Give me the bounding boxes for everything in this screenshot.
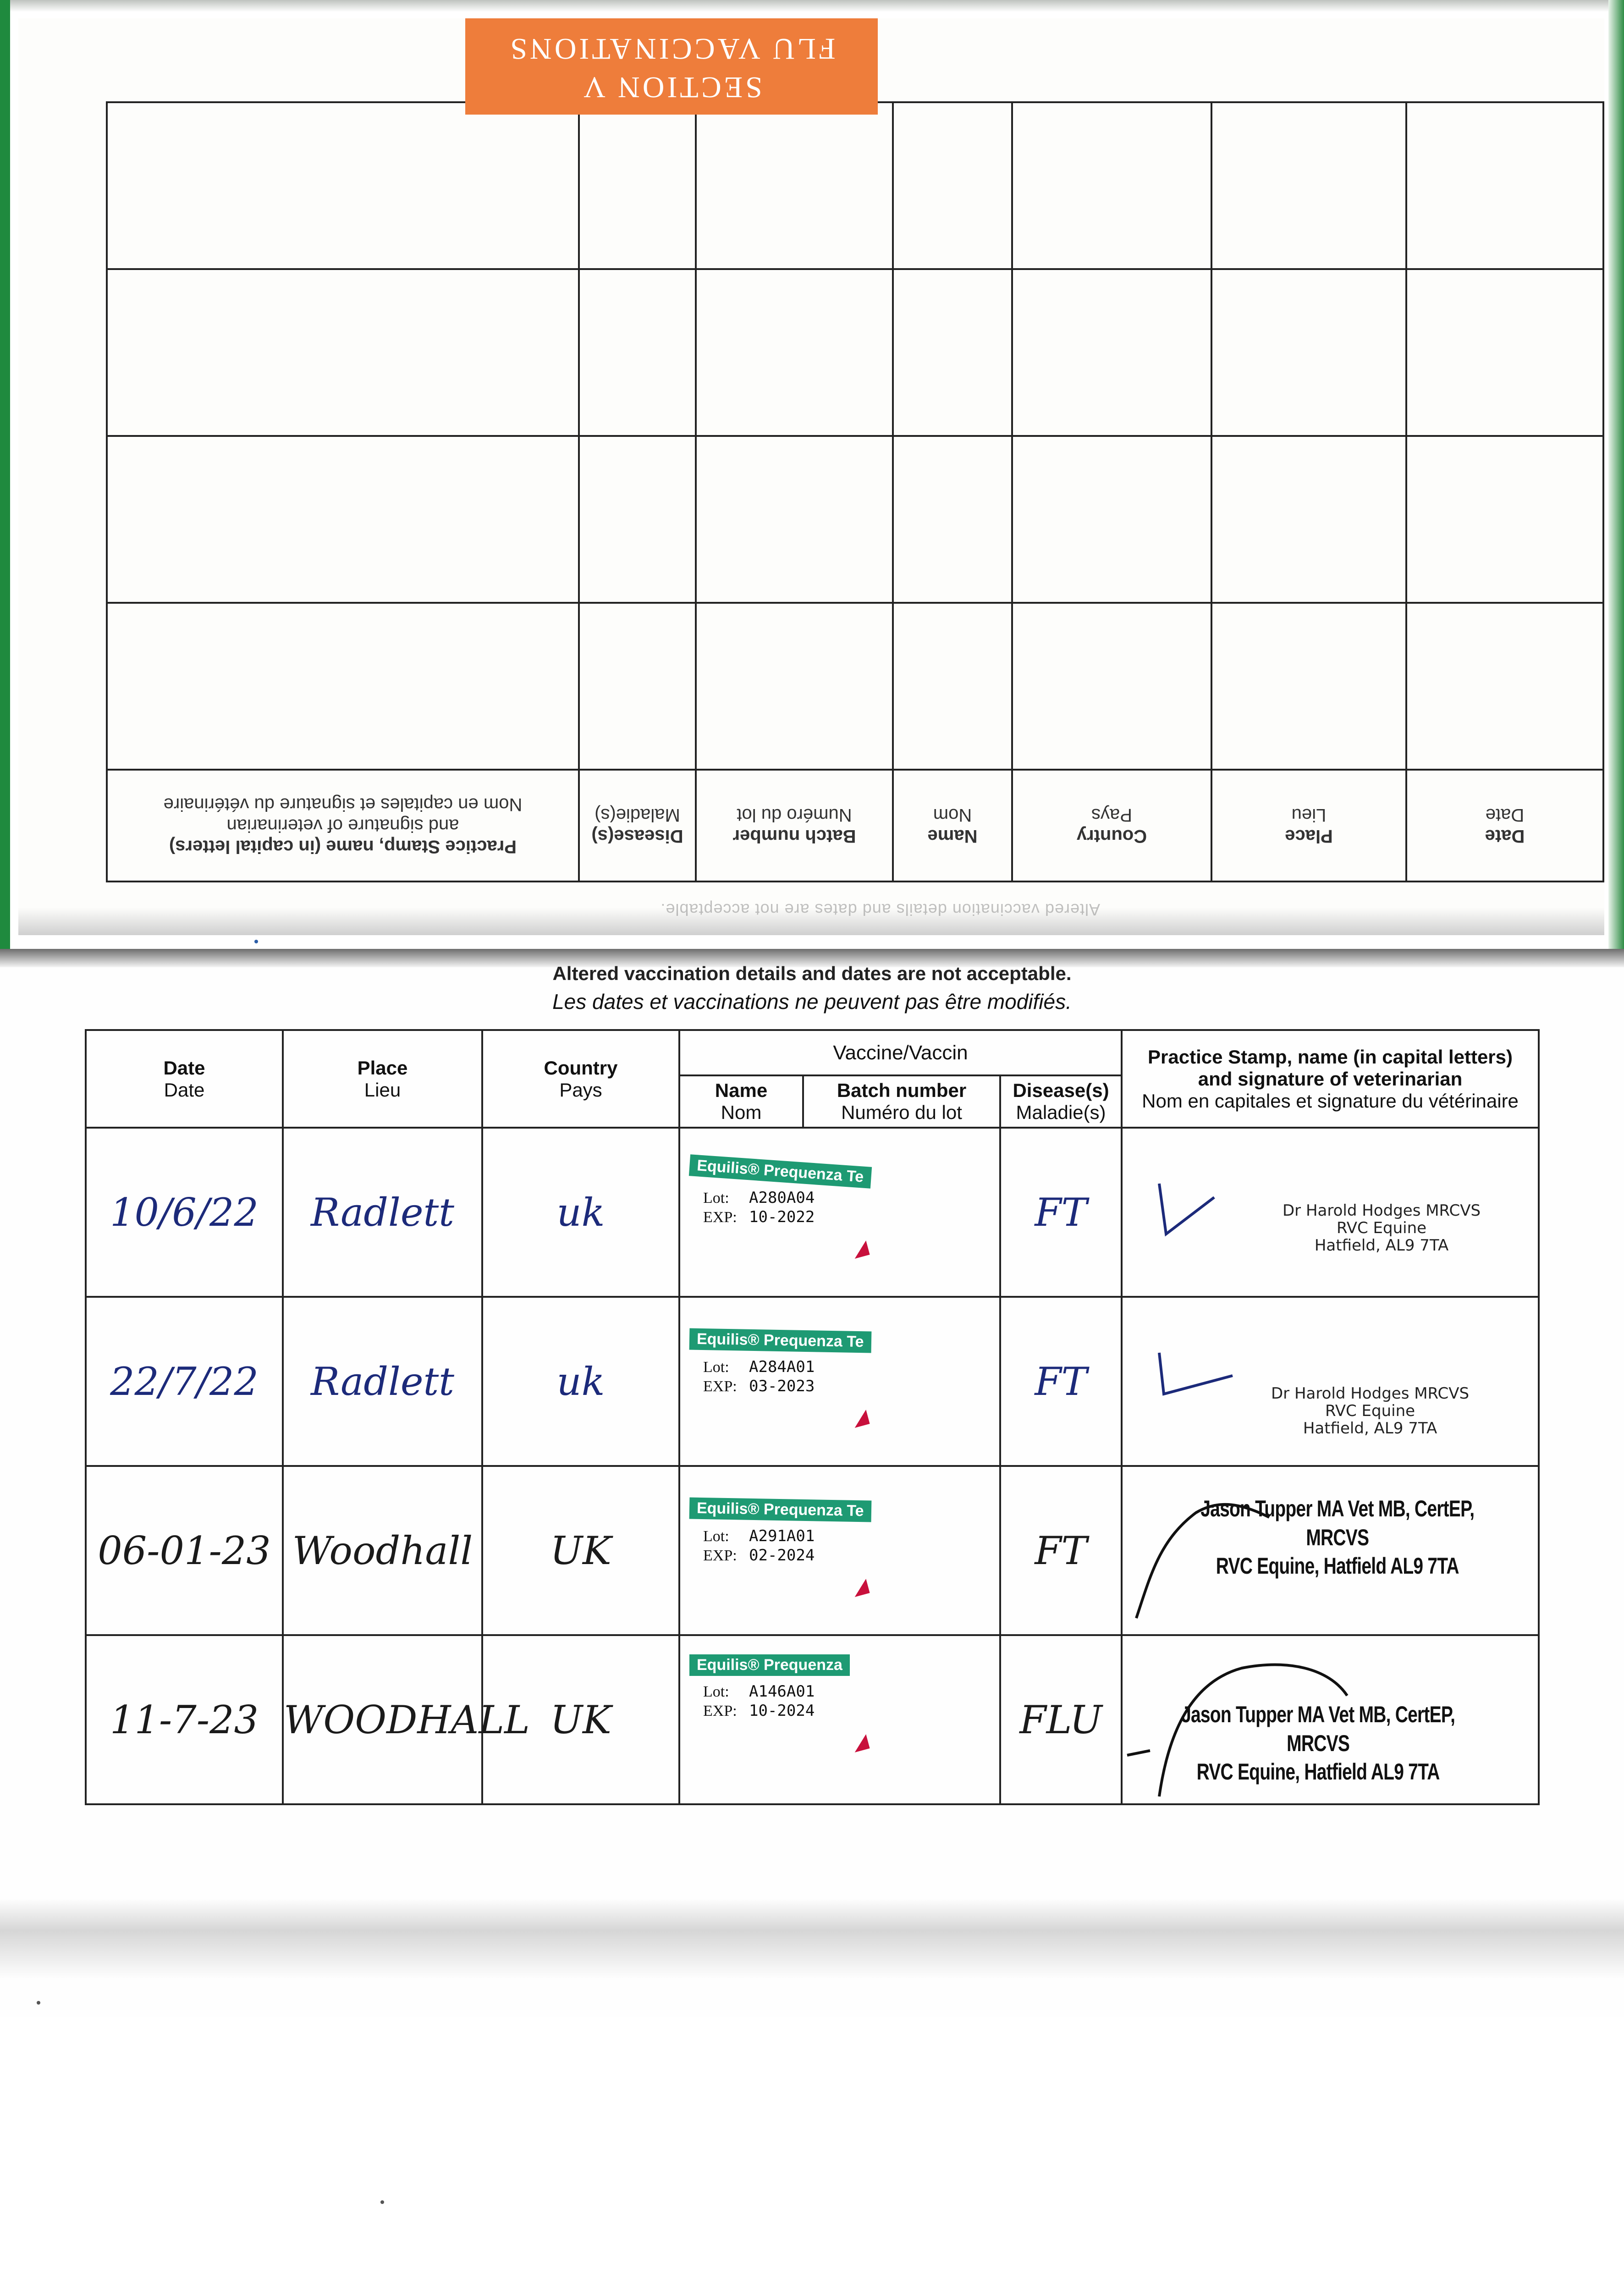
record-vaccine-cell bbox=[679, 1466, 1000, 1635]
sticker-tear-mark bbox=[851, 1240, 870, 1259]
stamp-practice: RVC Equine, Hatfield AL9 7TA bbox=[1196, 1759, 1440, 1785]
sticker-exp-date: 10-2024 bbox=[749, 1701, 815, 1720]
record-place-cell bbox=[283, 1466, 482, 1635]
upper-header-name-en: Name bbox=[927, 826, 978, 846]
practice-stamp bbox=[1173, 1494, 1502, 1581]
sticker-exp-date: 10-2022 bbox=[749, 1207, 815, 1226]
record-disease-cell bbox=[1000, 1466, 1122, 1635]
record-place: WOODHALL bbox=[284, 1697, 530, 1742]
upper-header-batch bbox=[696, 770, 893, 882]
upper-header-stamp-en-2: and signature of veterinarian bbox=[226, 815, 459, 836]
sticker-exp-date: 02-2024 bbox=[749, 1546, 815, 1565]
sticker-lot-number: A291A01 bbox=[749, 1527, 815, 1545]
table-row bbox=[86, 1128, 1539, 1297]
record-place-cell bbox=[283, 1128, 482, 1297]
scan-top-shadow bbox=[0, 0, 1624, 12]
upper-header-batch-fr: Numéro du lot bbox=[737, 805, 852, 825]
upper-header-place-fr: Lieu bbox=[1291, 805, 1327, 825]
page-bottom-edge-shadow bbox=[0, 1898, 1624, 1980]
sticker-lot-label: Lot: bbox=[703, 1190, 729, 1207]
practice-stamp bbox=[1150, 1700, 1486, 1786]
section-tab-line1: SECTION V bbox=[581, 71, 762, 104]
sticker-lot-block bbox=[703, 1682, 882, 1721]
upper-header-name bbox=[893, 770, 1012, 882]
upper-header-disease-fr: Maladie(s) bbox=[595, 805, 680, 825]
sticker-brand: Equilis® Prequenza Te bbox=[689, 1498, 871, 1522]
upper-header-country bbox=[1012, 770, 1211, 882]
record-place: Radlett bbox=[310, 1359, 455, 1404]
stamp-vet-name: Jason Tupper MA Vet MB, CertEP, MRCVS bbox=[1200, 1496, 1475, 1550]
record-country: UK bbox=[550, 1697, 611, 1742]
header-batch-fr: Numéro du lot bbox=[841, 1102, 962, 1123]
header-place-fr: Lieu bbox=[364, 1079, 401, 1101]
scan-speck bbox=[380, 2200, 384, 2204]
stamp-vet-name: Dr Harold Hodges MRCVS bbox=[1283, 1201, 1481, 1220]
upper-header-place bbox=[1211, 770, 1406, 882]
record-country: UK bbox=[550, 1528, 611, 1573]
upper-header-batch-en: Batch number bbox=[732, 826, 856, 846]
green-cover-edge-left bbox=[0, 0, 10, 986]
stamp-practice: RVC Equine, Hatfield AL9 7TA bbox=[1216, 1553, 1459, 1579]
record-date-cell bbox=[86, 1128, 283, 1297]
record-vaccine-cell bbox=[679, 1635, 1000, 1804]
upper-header-stamp-fr: Nom en capitales et signature du vétérinaire bbox=[163, 794, 523, 815]
record-date-cell bbox=[86, 1635, 283, 1804]
sticker-lot-label: Lot: bbox=[703, 1359, 729, 1376]
record-country-cell bbox=[482, 1128, 679, 1297]
header-disease-en: Disease(s) bbox=[1013, 1080, 1109, 1101]
sticker-lot-number: A146A01 bbox=[749, 1682, 815, 1701]
record-disease-cell bbox=[1000, 1128, 1122, 1297]
sticker-exp-label: EXP: bbox=[703, 1547, 737, 1564]
record-date-cell bbox=[86, 1466, 283, 1635]
record-stamp-cell bbox=[1122, 1466, 1539, 1635]
record-country: uk bbox=[556, 1190, 605, 1235]
sticker-brand: Equilis® Prequenza bbox=[689, 1654, 850, 1676]
header-country bbox=[482, 1030, 679, 1128]
sticker-exp-label: EXP: bbox=[703, 1377, 737, 1395]
sticker-brand: Equilis® Prequenza Te bbox=[689, 1328, 871, 1353]
stamp-address: Hatfield, AL9 7TA bbox=[1314, 1236, 1449, 1255]
upper-header-date bbox=[1406, 770, 1603, 882]
record-date-cell bbox=[86, 1297, 283, 1466]
header-stamp-en-1: Practice Stamp, name (in capital letters) bbox=[1148, 1046, 1513, 1068]
header-vaccine bbox=[679, 1030, 1122, 1075]
record-disease: FT bbox=[1035, 1359, 1087, 1404]
table-row bbox=[86, 1297, 1539, 1466]
header-batch bbox=[803, 1075, 1000, 1128]
record-vaccine-cell bbox=[679, 1297, 1000, 1466]
practice-stamp bbox=[1260, 1385, 1480, 1437]
section-tab-line2: FLU VACCINATIONS bbox=[507, 32, 836, 66]
sticker-tear-mark bbox=[851, 1579, 870, 1597]
vaccine-sticker bbox=[689, 1654, 882, 1769]
header-country-en: Country bbox=[544, 1057, 618, 1079]
sticker-lot-block bbox=[703, 1527, 882, 1565]
record-date: 11-7-23 bbox=[110, 1697, 259, 1742]
header-country-fr: Pays bbox=[559, 1079, 602, 1101]
upper-header-stamp bbox=[107, 770, 579, 882]
record-country-cell bbox=[482, 1466, 679, 1635]
stamp-practice: RVC Equine bbox=[1336, 1219, 1427, 1238]
record-disease: FLU bbox=[1019, 1697, 1102, 1742]
record-place-cell bbox=[283, 1635, 530, 1804]
upper-warning-text: Altered vaccination details and dates are not acceptable. bbox=[660, 900, 1100, 919]
header-disease bbox=[1000, 1075, 1122, 1128]
upper-page-faint-warning bbox=[660, 900, 1100, 919]
record-disease-cell bbox=[1000, 1297, 1122, 1466]
header-name-fr: Nom bbox=[721, 1102, 762, 1123]
upper-header-disease-en: Disease(s) bbox=[591, 826, 683, 846]
record-disease-cell bbox=[1000, 1635, 1122, 1804]
record-place-cell bbox=[283, 1297, 482, 1466]
record-disease: FT bbox=[1035, 1190, 1087, 1235]
stamp-address: Hatfield, AL9 7TA bbox=[1303, 1419, 1437, 1438]
header-place bbox=[283, 1030, 482, 1128]
sticker-exp-label: EXP: bbox=[703, 1208, 737, 1226]
record-country: uk bbox=[556, 1359, 605, 1404]
warning-french: Les dates et vaccinations ne peuvent pas être modifiés. bbox=[552, 990, 1072, 1014]
sticker-exp-label: EXP: bbox=[703, 1702, 737, 1719]
header-stamp-fr: Nom en capitales et signature du vétérinaire bbox=[1142, 1090, 1519, 1112]
stamp-vet-name: Dr Harold Hodges MRCVS bbox=[1271, 1384, 1470, 1403]
sticker-lot-number: A284A01 bbox=[749, 1358, 815, 1376]
header-place-en: Place bbox=[357, 1057, 408, 1079]
record-disease: FT bbox=[1035, 1528, 1087, 1573]
scan-speck bbox=[254, 940, 258, 943]
record-date: 06-01-23 bbox=[98, 1528, 271, 1573]
header-stamp-en-2: and signature of veterinarian bbox=[1198, 1068, 1463, 1090]
lower-page bbox=[0, 949, 1624, 2017]
warning-english: Altered vaccination details and dates are not acceptable. bbox=[552, 963, 1072, 984]
header-batch-en: Batch number bbox=[837, 1080, 967, 1101]
vaccine-sticker bbox=[689, 1330, 882, 1444]
header-date-fr: Date bbox=[164, 1079, 205, 1101]
practice-stamp bbox=[1274, 1202, 1489, 1254]
record-stamp-cell bbox=[1122, 1297, 1539, 1466]
signature-mark bbox=[1150, 1179, 1219, 1239]
record-place: Radlett bbox=[310, 1190, 455, 1235]
scan-speck bbox=[37, 2001, 40, 2005]
sticker-lot-block bbox=[703, 1358, 882, 1396]
vaccine-sticker bbox=[689, 1157, 882, 1275]
sticker-tear-mark bbox=[851, 1410, 870, 1428]
sticker-brand: Equilis® Prequenza Te bbox=[689, 1154, 872, 1189]
header-date bbox=[86, 1030, 283, 1128]
record-place: Woodhall bbox=[292, 1528, 473, 1573]
record-date: 22/7/22 bbox=[110, 1359, 259, 1404]
upper-header-country-en: Country bbox=[1076, 826, 1147, 846]
header-practice-stamp bbox=[1122, 1030, 1539, 1128]
sticker-exp-date: 03-2023 bbox=[749, 1377, 815, 1395]
green-cover-edge-right bbox=[1608, 0, 1624, 990]
upper-header-disease bbox=[579, 770, 696, 882]
sticker-lot-number: A280A04 bbox=[749, 1189, 815, 1207]
header-disease-fr: Maladie(s) bbox=[1016, 1102, 1106, 1123]
header-date-en: Date bbox=[163, 1057, 205, 1079]
upper-page-rotated bbox=[18, 18, 1604, 935]
upper-header-country-fr: Pays bbox=[1091, 805, 1132, 825]
record-date: 10/6/22 bbox=[110, 1190, 259, 1235]
upper-header-date-fr: Date bbox=[1485, 805, 1525, 825]
stamp-vet-name: Jason Tupper MA Vet MB, CertEP, MRCVS bbox=[1181, 1702, 1455, 1756]
record-vaccine-cell bbox=[679, 1128, 1000, 1297]
upper-vaccination-table bbox=[106, 101, 1604, 882]
record-country-cell bbox=[482, 1297, 679, 1466]
vaccine-sticker bbox=[689, 1499, 882, 1614]
sticker-tear-mark bbox=[851, 1734, 870, 1752]
upper-header-place-en: Place bbox=[1285, 826, 1333, 846]
header-vaccine-label: Vaccine/Vaccin bbox=[833, 1041, 968, 1064]
sticker-lot-block bbox=[703, 1189, 882, 1227]
stamp-practice: RVC Equine bbox=[1325, 1402, 1415, 1421]
signature-mark bbox=[1150, 1348, 1237, 1403]
upper-header-stamp-en-1: Practice Stamp, name (in capital letters) bbox=[169, 837, 517, 857]
upper-header-name-fr: Nom bbox=[933, 805, 972, 825]
record-stamp-cell bbox=[1122, 1635, 1539, 1804]
sticker-lot-label: Lot: bbox=[703, 1683, 729, 1700]
flu-vaccination-table bbox=[85, 1029, 1540, 1805]
section-tab bbox=[465, 18, 878, 115]
header-name-en: Name bbox=[715, 1080, 768, 1101]
header-name bbox=[679, 1075, 803, 1128]
sticker-lot-label: Lot: bbox=[703, 1528, 729, 1545]
upper-header-date-en: Date bbox=[1485, 826, 1525, 846]
record-stamp-cell bbox=[1122, 1128, 1539, 1297]
table-row bbox=[86, 1635, 1539, 1804]
record-country-cell bbox=[482, 1635, 679, 1804]
table-row bbox=[86, 1466, 1539, 1635]
